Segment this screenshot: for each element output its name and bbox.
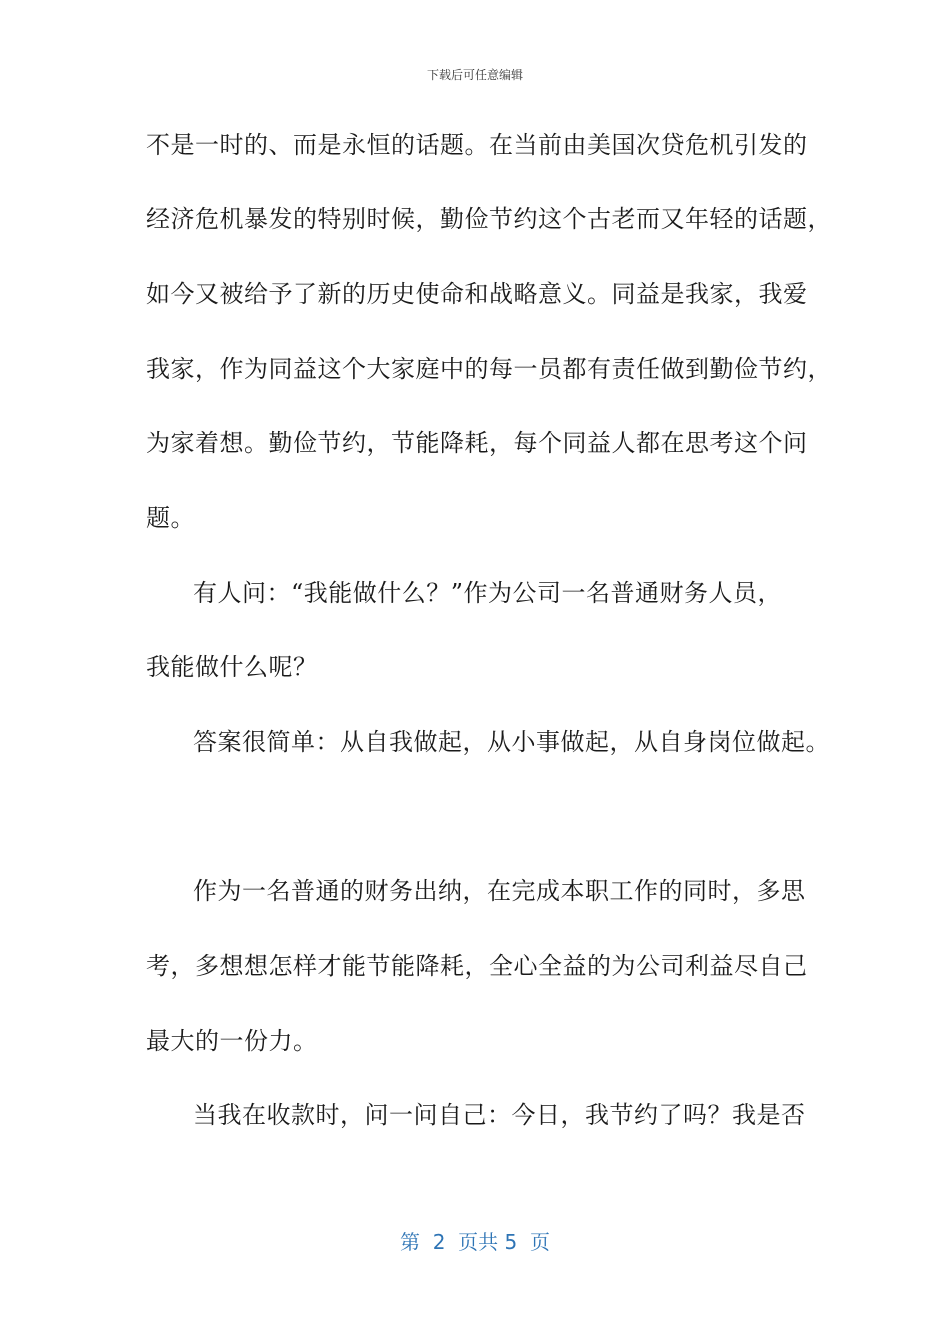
paragraph-line: 题。: [146, 504, 195, 532]
paragraph-line: 我家，作为同益这个大家庭中的每一员都有责任做到勤俭节约，: [146, 355, 832, 383]
paragraph-line: 考，多想想怎样才能节能降耗，全心全益的为公司利益尽自己: [146, 952, 808, 980]
paragraph-line: 我能做什么呢？: [146, 653, 318, 681]
paragraph-line: 作为一名普通的财务出纳，在完成本职工作的同时，多思: [193, 877, 806, 905]
page-number-footer: 第 2 页共 5 页: [400, 1230, 550, 1254]
paragraph-line: 答案很简单：从自我做起，从小事做起，从自身岗位做起。: [193, 728, 830, 756]
paragraph-line: 当我在收款时，问一问自己：今日，我节约了吗？我是否: [193, 1101, 806, 1129]
paragraph-line: 有人问：“我能做什么？”作为公司一名普通财务人员，: [193, 579, 783, 607]
paragraph-line: 如今又被给予了新的历史使命和战略意义。同益是我家，我爱: [146, 280, 808, 308]
paragraph-line: 最大的一份力。: [146, 1027, 318, 1055]
page-header: 下载后可任意编辑: [426, 68, 523, 82]
paragraph-line: 经济危机暴发的特别时候，勤俭节约这个古老而又年轻的话题，: [146, 205, 832, 233]
paragraph-line: 为家着想。勤俭节约，节能降耗，每个同益人都在思考这个问: [146, 429, 808, 457]
paragraph-line: 不是一时的、而是永恒的话题。在当前由美国次贷危机引发的: [146, 131, 808, 159]
